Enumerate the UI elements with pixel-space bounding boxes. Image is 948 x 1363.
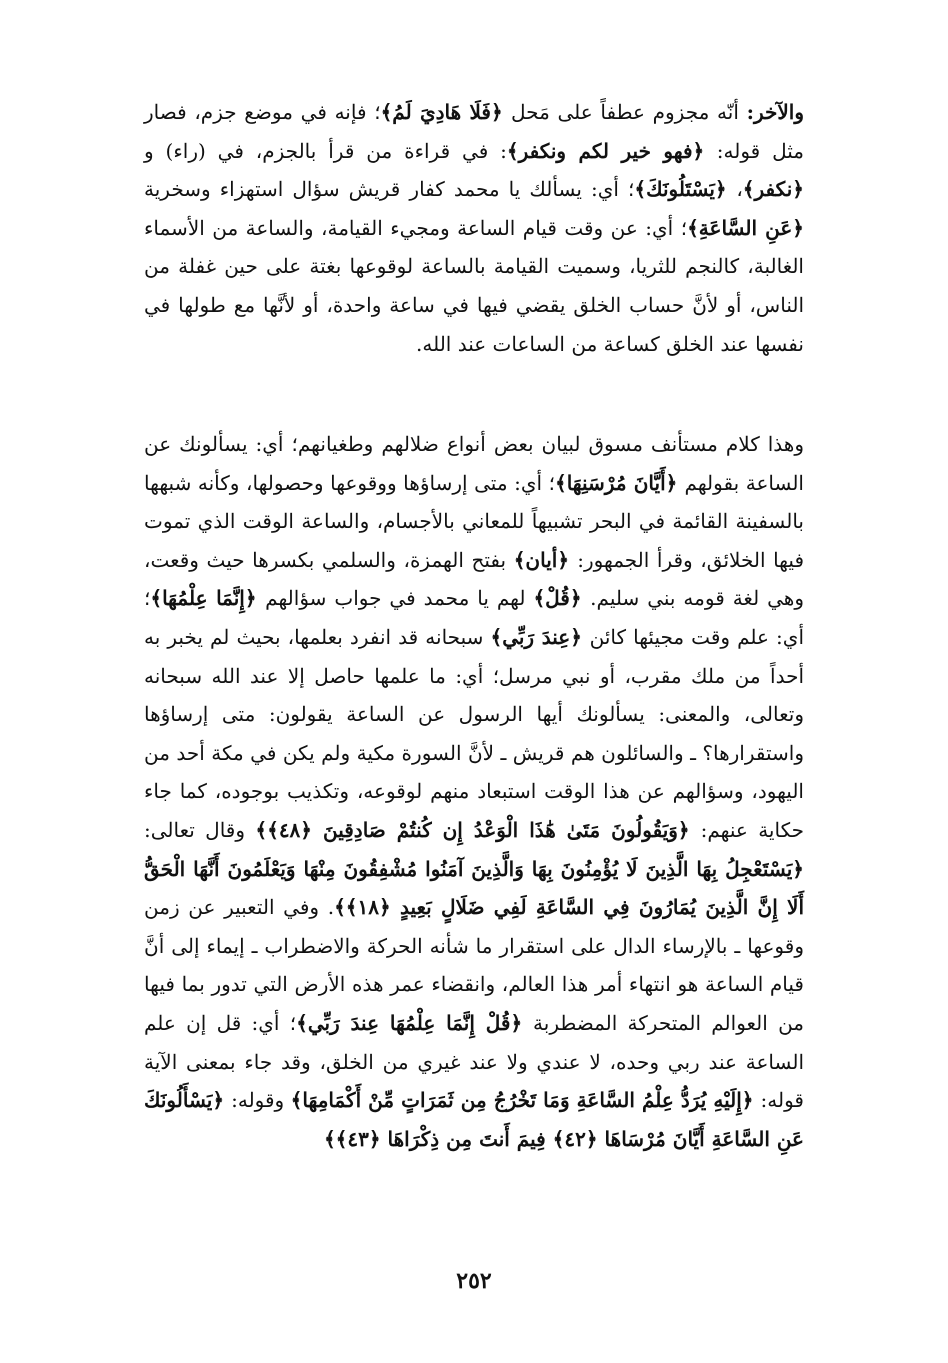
paragraph-text: وهذا كلام مستأنف مسوق لبيان بعض أنواع ضلالهم وطغيانهم؛ أي: يسألونك عن الساعة بقولهم: [144, 432, 804, 495]
quran-quote: ﴿يَسْتَعْجِلُ بِهَا الَّذِينَ لَا يُؤْمِنُونَ بِهَا وَالَّذِينَ آمَنُوا مُشْفِقُونَ مِنْهَا وَيَعْلَمُونَ أَنَّهَا الْحَقُّ أَلَا إِنَّ الَّذِينَ يُمَارُونَ فِي السَّاعَةِ لَفِي ضَلَالٍ بَعِيدٍ ﴿١٨﴾﴾: [144, 856, 805, 920]
page-number: ٢٥٢: [456, 1268, 492, 1294]
paragraph-text: بفتح الهمزة، والسلمي بكسرها حيث وقعت، وهي لغة قومه بني سليم.: [144, 547, 805, 611]
quran-quote: ﴿قُلْ﴾: [533, 586, 591, 611]
quran-quote: ﴿إِنَّمَا عِلْمُهَا﴾: [150, 586, 266, 611]
paragraph-text: ؛ أي: متى إرساؤها ووقوعها وحصولها، وكأنه شبهها بالسفينة القائمة في البحر تشبيهاً للمعاني بالأجسام، والساعة الوقت الذي تموت فيها الخلائق، وقرأ الجمهور:: [144, 470, 805, 572]
paragraph-lead: والآخر:: [746, 100, 804, 124]
paragraph-1: [144, 93, 804, 363]
paragraph-text: ؛ أي: قل إن علم الساعة عند ربي وحده، لا عندي ولا عند غيري من الخلق، وقد جاء بمعنى الآية قوله:: [144, 1010, 804, 1113]
paragraph-text: ،: [736, 177, 743, 202]
paragraph-text: لهم يا محمد في جواب سؤالهم: [265, 586, 534, 611]
paragraph-text: وقال تعالى:: [144, 817, 256, 842]
quran-quote: ﴿وَيَقُولُونَ مَتَىٰ هَٰذَا الْوَعْدُ إِن كُنتُمْ صَادِقِينَ ﴿٤٨﴾﴾: [255, 817, 701, 842]
paragraph-text: سبحانه قد انفرد بعلمها، بحيث لم يخبر به أحداً من ملك مقرب، أو نبي مرسل؛ أي: ما علمها حاصل إلا عند الله سبحانه وتعالى، والمعنى: يسألونك أيها الرسول عن الساعة يقولون: متى إرساؤها واستقرارها؟ ـ والسائلون هم قريش ـ لأنَّ السورة مكية ولم يكن في مكة أحد من اليهود، وسؤالهم عن هذا الوقت استبعاد منهم لوقوعه، وتكذيب بوجوده، كما جاء حكاية عنهم:: [144, 624, 804, 842]
quran-quote: ﴿عَنِ السَّاعَةِ﴾: [687, 215, 804, 240]
quran-quote: ﴿نكفر﴾: [742, 177, 804, 202]
quran-quote: ﴿فَلَا هَادِيَ لَمُ﴾: [380, 100, 512, 124]
quran-quote: ﴿أَيَّانَ مُرْسَنِهَا﴾: [554, 470, 685, 495]
quran-quote: ﴿عِندَ رَبِّي﴾: [490, 624, 590, 649]
paragraph-text: ؛ أي: يسألك يا محمد كفار قريش سؤال استهزاء وسخرية: [144, 177, 635, 202]
paragraph-text: وقوله:: [231, 1088, 291, 1113]
quran-quote: ﴿أيان﴾: [513, 547, 578, 572]
quran-quote: ﴿قُلْ إِنَّمَا عِلْمُهَا عِندَ رَبِّي﴾: [296, 1010, 534, 1035]
quran-quote: ﴿فهو خير لكم ونكفر﴾: [506, 138, 717, 163]
paragraph-text: : في قراءة من قرأ بالجزم، في (راء) و: [144, 138, 507, 163]
paragraph-text: ؛ أي: عن وقت قيام الساعة ومجيء القيامة، والساعة من الأسماء الغالبة، كالنجم للثريا، وسميت القيامة بالساعة لوقوعها بغتة على حين غفلة من الناس، أو لأنَّ حساب الخلق يقضي فيها في ساعة واحدة، أو لأنَّها مع طولها في نفسها عند الخلق كساعة من الساعات عند الله.: [144, 215, 804, 356]
quran-quote: ﴿يَسْأَلُونَكَ عَنِ السَّاعَةِ أَيَّانَ مُرْسَاهَا ﴿٤٢﴾ فِيمَ أَنتَ مِن ذِكْرَاهَا ﴿٤٣﴾﴾: [144, 1088, 804, 1151]
paragraph-text: ؛ فإنه في موضع جزم، فصار مثل قوله:: [144, 100, 805, 163]
paragraph-text: ؛ أي: علم وقت مجيئها كائن: [144, 586, 804, 649]
paragraph-text: . وفي التعبير عن زمن وقوعها ـ بالإرساء الدال على استقرار ما شأنه الحركة والاضطراب ـ إيماء إلى أنَّ قيام الساعة هو انتهاء أمر هذا العالم، وانقضاء عمر هذه الأرض التي تدور بما فيها من العوالم المتحركة المضطربة: [144, 895, 805, 1035]
quran-quote: ﴿يَسْتَلُونَكَ﴾: [634, 177, 737, 202]
quran-quote: ﴿إِلَيْهِ يُرَدُّ عِلْمُ السَّاعَةِ وَمَا تَخْرُجُ مِن ثَمَرَاتٍ مِّنْ أَكْمَامِهَا﴾: [290, 1088, 761, 1113]
paragraph-2: [144, 425, 804, 1158]
paragraph-text: أنّه مجزوم عطفاً على مَحل: [511, 100, 747, 124]
